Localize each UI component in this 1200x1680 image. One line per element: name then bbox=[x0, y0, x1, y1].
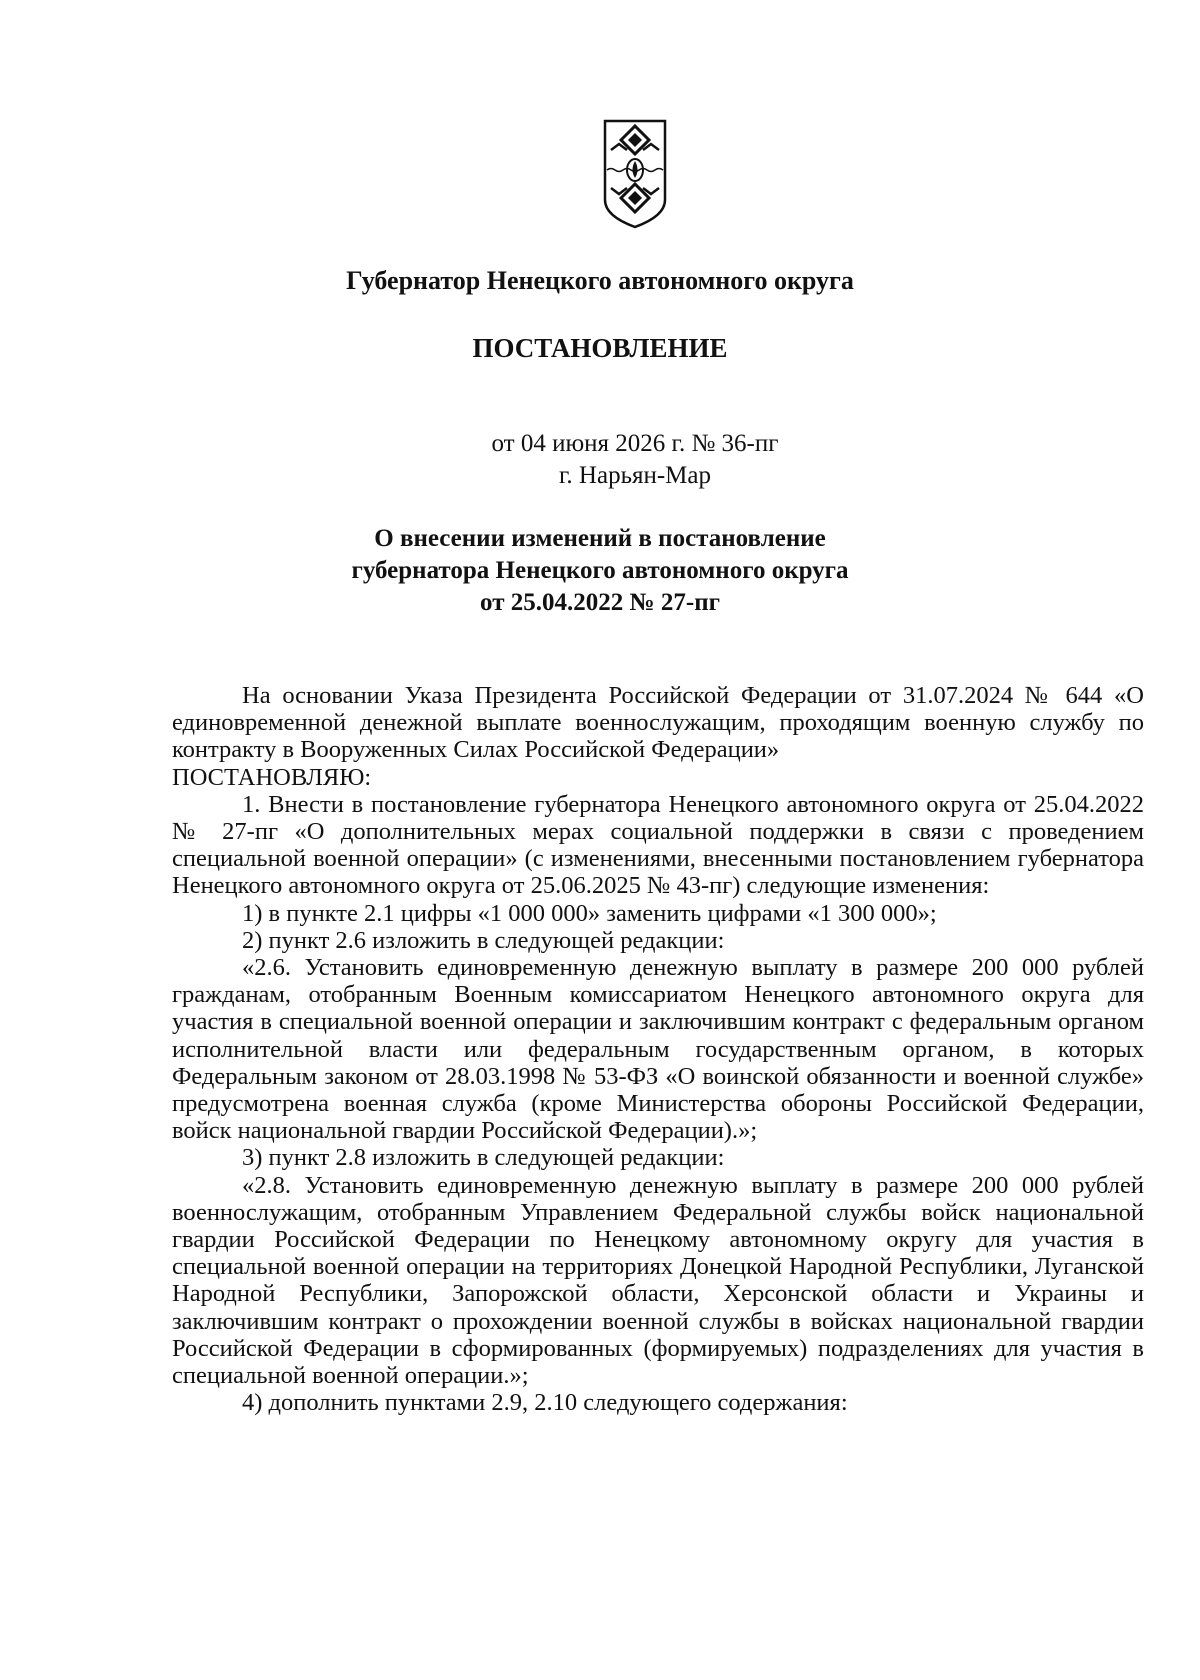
date-and-place bbox=[0, 428, 1200, 492]
coat-of-arms-icon bbox=[601, 118, 669, 230]
paragraph-item-1: 1. Внести в постановление губернатора Ненецкого автономного округа от 25.04.2022 № 27-пг «О дополнительных мерах социальной поддержки в связи с проведением специальной военной операции» (с изменениями, внесенными постановлением губернатора Ненецкого автономного округа от 25.06.2025 № 43-пг) следующие изменения: bbox=[172, 790, 1144, 900]
city: г. Нарьян-Мар bbox=[558, 462, 711, 489]
paragraph-basis: На основании Указа Президента Российской Федерации от 31.07.2024 № 644 «О единовременной денежной выплате военнослужащим, проходящим военную службу по контракту в Вооруженных Силах Российской Федерации» bbox=[172, 682, 1144, 764]
paragraph-subitem-3: 3) пункт 2.8 изложить в следующей редакции: bbox=[242, 1144, 725, 1172]
paragraph-clause-2-8: «2.8. Установить единовременную денежную выплату в размере 200 000 рублей военнослужащим, отобранным Управлением Федеральной службы войск национальной гвардии Российской Федерации по Ненецкому автономному округу для участия в специальной военной операции на территориях Донецкой Народной Республики, Луганской Народной Республики, Запорожской области, Херсонской области и Украины и заключившим контракт о прохождении военной службы в войсках национальной гвардии Российской Федерации в сформированных (формируемых) подразделениях для участия в специальной военной операции.»; bbox=[172, 1171, 1144, 1390]
title-line-2: губернатора Ненецкого автономного округа bbox=[351, 557, 849, 584]
document-title bbox=[0, 523, 1200, 619]
document-body bbox=[172, 682, 1144, 1416]
paragraph-subitem-4: 4) дополнить пунктами 2.9, 2.10 следующего содержания: bbox=[242, 1389, 848, 1417]
title-line-3: от 25.04.2022 № 27-пг bbox=[480, 589, 720, 616]
issuing-authority: Губернатор Ненецкого автономного округа bbox=[346, 266, 854, 295]
paragraph-subitem-1: 1) в пункте 2.1 цифры «1 000 000» заменить цифрами «1 300 000»; bbox=[242, 899, 937, 927]
paragraph-clause-2-6: «2.6. Установить единовременную денежную выплату в размере 200 000 рублей гражданам, отобранным Военным комиссариатом Ненецкого автономного округа для участия в специальной военной операции и заключившим контракт с федеральным органом исполнительной власти или федеральным государственным органом, в которых Федеральным законом от 28.03.1998 № 53-ФЗ «О воинской обязанности и военной службе» предусмотрена военная служба (кроме Министерства обороны Российской Федерации, войск национальной гвардии Российской Федерации).»; bbox=[172, 954, 1144, 1145]
document-type: ПОСТАНОВЛЕНИЕ bbox=[472, 333, 728, 363]
paragraph-decree: ПОСТАНОВЛЯЮ: bbox=[172, 763, 372, 791]
title-line-1: О внесении изменений в постановление bbox=[374, 525, 826, 552]
date-number: от 04 июня 2026 г. № 36-пг bbox=[491, 430, 779, 457]
paragraph-subitem-2: 2) пункт 2.6 изложить в следующей редакции: bbox=[242, 926, 725, 954]
